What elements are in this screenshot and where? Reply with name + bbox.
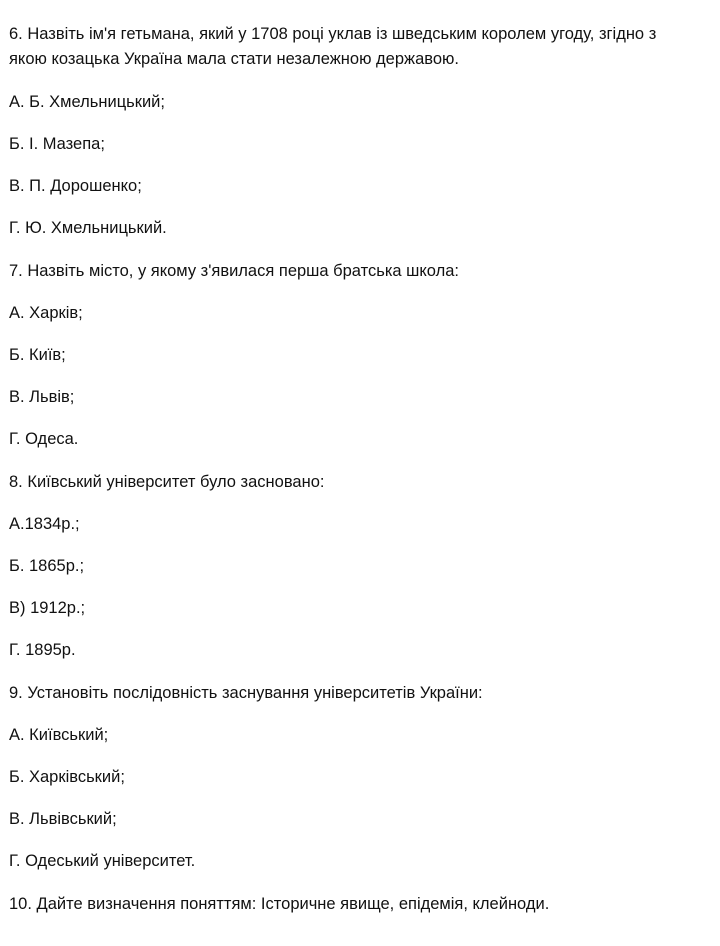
question-6-option-d: Г. Ю. Хмельницький. [9, 219, 167, 237]
question-9-option-b: Б. Харківський; [9, 768, 125, 786]
question-7-text: 7. Назвіть місто, у якому з'явилася перша братська школа: [9, 262, 460, 280]
question-9-option-a: А. Київський; [9, 726, 109, 744]
question-8-option-d: Г. 1895р. [9, 641, 76, 659]
question-7-option-b: Б. Київ; [9, 346, 66, 364]
question-8-text: 8. Київський університет було засновано: [9, 473, 325, 491]
question-7-option-c: В. Львів; [9, 388, 75, 406]
question-6-line-2: якою козацька Україна мала стати незалежною державою. [9, 50, 459, 68]
question-7-option-d: Г. Одеса. [9, 430, 79, 448]
question-6-option-a: А. Б. Хмельницький; [9, 93, 165, 111]
question-9-option-c: В. Львівський; [9, 810, 117, 828]
question-10-text: 10. Дайте визначення поняттям: Історичне явище, епідемія, клейноди. [9, 895, 550, 913]
question-7-option-a: А. Харків; [9, 304, 83, 322]
question-6-option-b: Б. І. Мазепа; [9, 135, 105, 153]
question-9-text: 9. Установіть послідовність заснування університетів України: [9, 684, 483, 702]
question-8-option-b: Б. 1865р.; [9, 557, 85, 575]
question-8-option-c: В) 1912р.; [9, 599, 86, 617]
question-6-option-c: В. П. Дорошенко; [9, 177, 142, 195]
question-6-line-1: 6. Назвіть ім'я гетьмана, який у 1708 році уклав із шведським королем угоду, згідно з [9, 25, 657, 43]
question-8-option-a: А.1834р.; [9, 515, 80, 533]
question-9-option-d: Г. Одеський університет. [9, 852, 196, 870]
